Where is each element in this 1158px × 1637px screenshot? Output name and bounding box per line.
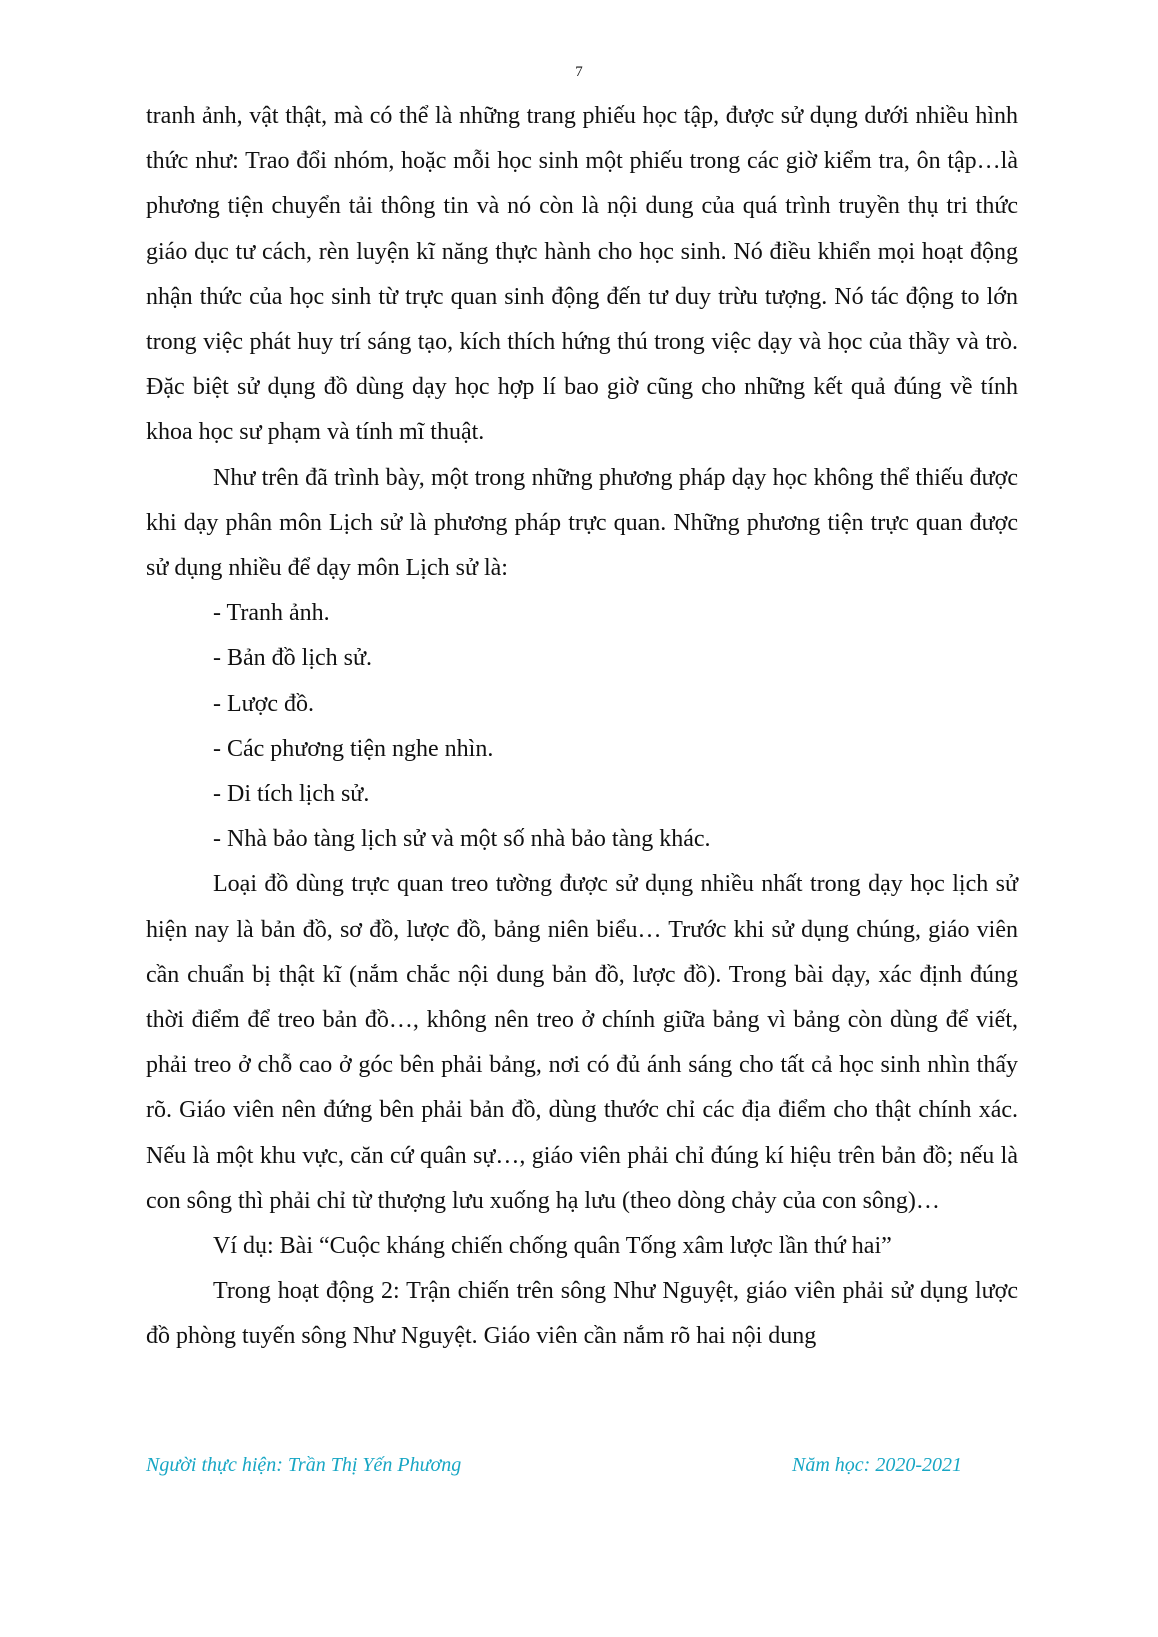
list-item: - Lược đồ. bbox=[213, 690, 315, 717]
footer-school-year: Năm học: 2020-2021 bbox=[792, 1454, 962, 1476]
paragraph: Loại đồ dùng trực quan treo tường được sử dụng nhiều nhất trong dạy học lịch sử hiện nay là bản đồ, sơ đồ, lược đồ, bảng niên biểu… Trước khi sử dụng chúng, giáo viên cần chuẩn bị thật kĩ (nắm chắc nội dung bản đồ, lược đồ). Trong bài dạy, xác định đúng thời điểm để treo bản đồ…, không nên treo ở chính giữa bảng vì bảng còn dùng để viết, phải treo ở chỗ cao ở góc bên phải bảng, nơi có đủ ánh sáng cho tất cả học sinh nhìn thấy rõ. Giáo viên nên đứng bên phải bản đồ, dùng thước chỉ các địa điểm cho thật chính xác. Nếu là một khu vực, căn cứ quân sự…, giáo viên phải chỉ đúng kí hiệu trên bản đồ; nếu là con sông thì phải chỉ từ thượng lưu xuống hạ lưu (theo dòng chảy của con sông)… bbox=[146, 871, 1018, 1214]
body-text bbox=[146, 94, 1018, 1360]
page-number: 7 bbox=[575, 64, 583, 80]
paragraph: Trong hoạt động 2: Trận chiến trên sông Như Nguyệt, giáo viên phải sử dụng lược đồ phòng tuyến sông Như Nguyệt. Giáo viên cần nắm rõ hai nội dung bbox=[146, 1278, 1018, 1350]
list-item: - Các phương tiện nghe nhìn. bbox=[213, 735, 494, 762]
footer-author: Người thực hiện: Trần Thị Yến Phương bbox=[146, 1454, 462, 1476]
paragraph: tranh ảnh, vật thật, mà có thể là những trang phiếu học tập, được sử dụng dưới nhiều hình thức như: Trao đổi nhóm, hoặc mỗi học sinh một phiếu trong các giờ kiểm tra, ôn tập…là phương tiện chuyển tải thông tin và nó còn là nội dung của quá trình truyền thụ tri thức giáo dục tư cách, rèn luyện kĩ năng thực hành cho học sinh. Nó điều khiển mọi hoạt động nhận thức của học sinh từ trực quan sinh động đến tư duy trừu tượng. Nó tác động to lớn trong việc phát huy trí sáng tạo, kích thích hứng thú trong việc dạy và học của thầy và trò. Đặc biệt sử dụng đồ dùng dạy học hợp lí bao giờ cũng cho những kết quả đúng về tính khoa học sư phạm và tính mĩ thuật. bbox=[146, 103, 1018, 446]
list-item: - Di tích lịch sử. bbox=[213, 781, 370, 808]
paragraph: Như trên đã trình bày, một trong những phương pháp dạy học không thể thiếu được khi dạy phân môn Lịch sử là phương pháp trực quan. Những phương tiện trực quan được sử dụng nhiều để dạy môn Lịch sử là: bbox=[146, 464, 1018, 582]
list-item: - Bản đồ lịch sử. bbox=[213, 645, 372, 672]
list-item: - Nhà bảo tàng lịch sử và một số nhà bảo tàng khác. bbox=[213, 826, 711, 853]
list-item: - Tranh ảnh. bbox=[213, 600, 330, 627]
paragraph: Ví dụ: Bài “Cuộc kháng chiến chống quân Tống xâm lược lần thứ hai” bbox=[213, 1233, 892, 1260]
